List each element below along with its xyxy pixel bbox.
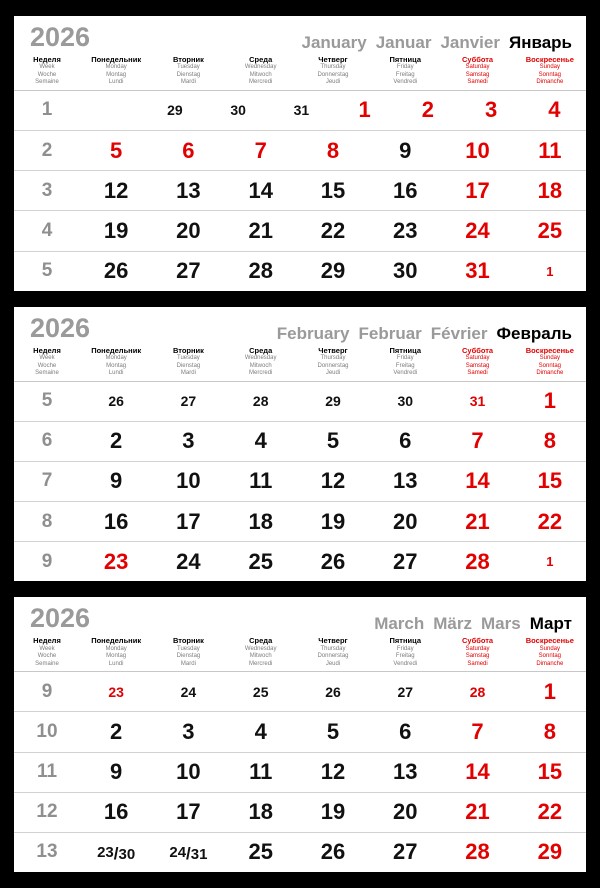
day-cell[interactable]: 29 (537, 839, 563, 865)
weekday-header-cell (514, 53, 586, 87)
day-cell[interactable]: 16 (393, 177, 418, 203)
week-number: 1 (41, 99, 53, 121)
weekday-name-sub3: Mardi (180, 370, 196, 377)
weekday-name-sub2: Freitag (395, 71, 415, 78)
weekday-name-ru: Понедельник (91, 55, 142, 64)
weekday-name-ru: Четверг (318, 636, 348, 646)
weekday-name-sub1: Monday (105, 355, 127, 362)
day-cell[interactable]: 24 (180, 683, 197, 700)
month-name-ru: Март (529, 614, 572, 634)
day-cell[interactable]: 15 (320, 177, 346, 203)
week-number: 5 (41, 390, 53, 412)
day-cell[interactable]: 4 (548, 97, 561, 123)
day-fraction (169, 845, 207, 862)
week-row (14, 672, 586, 712)
day-cell[interactable]: 25 (248, 839, 273, 865)
day-cell[interactable]: 3 (485, 97, 498, 123)
weekday-name-ru: Вторник (172, 345, 204, 355)
weekday-header-cell (14, 634, 80, 668)
day-cell[interactable]: 31 (469, 393, 486, 410)
weekday-name-sub1: Friday (396, 64, 414, 71)
weekday-name-sub3: Vendredi (393, 79, 418, 86)
day-cell[interactable]: 28 (248, 258, 273, 284)
weekday-name-ru: Понедельник (91, 636, 142, 646)
weekday-header-cell (225, 53, 297, 87)
weekday-name-sub1: Monday (105, 645, 127, 652)
weekday-name-sub3: Lundi (108, 79, 124, 86)
day-cell[interactable]: 19 (320, 799, 346, 825)
weekday-name-ru: Неделя (33, 636, 61, 646)
weekday-name-sub1: Saturday (465, 645, 490, 652)
week-number: 2 (41, 139, 53, 161)
day-cell[interactable]: 1 (543, 678, 556, 704)
weekday-name-sub3: Samedi (467, 370, 488, 377)
weekday-name-sub3: Jeudi (325, 370, 341, 377)
day-cell[interactable]: 16 (103, 508, 129, 534)
day-cell[interactable]: 23 (103, 548, 129, 574)
weekday-name-sub3: Dimanche (536, 79, 564, 86)
weekday-name-sub2: Montag (106, 653, 127, 660)
weekday-name-ru: Среда (249, 55, 273, 64)
day-cell[interactable]: 17 (176, 799, 201, 825)
weekday-header-cell (369, 344, 441, 378)
weekday-name-ru: Воскресенье (525, 55, 574, 64)
weekday-header-cell (80, 344, 152, 378)
week-number: 5 (41, 260, 53, 282)
year-label: 2026 (30, 312, 91, 343)
day-cell[interactable] (152, 839, 224, 865)
day-cell[interactable]: 7 (254, 137, 267, 163)
day-cell[interactable]: 27 (393, 839, 418, 865)
day-cell[interactable]: 19 (103, 217, 129, 243)
block-header (14, 597, 586, 634)
day-cell[interactable]: 17 (176, 508, 201, 534)
weekday-name-sub1: Tuesday (177, 355, 200, 362)
weekday-name-ru: Суббота (462, 345, 494, 355)
weeks-grid (14, 91, 586, 291)
week-number: 10 (36, 720, 58, 742)
month-name-de: Januar (375, 33, 432, 52)
day-fraction-numerator: 24 (169, 844, 187, 862)
weekday-name-sub2: Donnerstag (317, 653, 349, 660)
weekday-name-ru: Четверг (318, 345, 348, 355)
day-cell[interactable]: 20 (393, 508, 418, 534)
day-cell[interactable]: 12 (320, 468, 346, 494)
day-cell[interactable]: 14 (465, 468, 490, 494)
week-row (14, 833, 586, 872)
month-names (277, 325, 572, 342)
block-header (14, 16, 586, 53)
day-cell[interactable]: 11 (249, 759, 273, 785)
day-cell[interactable]: 6 (399, 428, 412, 454)
month-name-fr: Mars (481, 614, 521, 634)
day-cell[interactable]: 17 (465, 177, 490, 203)
day-cell[interactable]: 16 (103, 799, 129, 825)
weekday-name-sub3: Semaine (35, 79, 59, 86)
week-row (14, 382, 586, 422)
weekday-name-ru: Среда (249, 345, 273, 355)
weekday-name-sub3: Semaine (35, 660, 59, 667)
day-cell[interactable]: 21 (465, 799, 490, 825)
weekday-name-sub1: Week (39, 645, 55, 652)
day-cell[interactable]: 9 (110, 468, 123, 494)
day-cell[interactable]: 9 (110, 759, 123, 785)
day-cell[interactable]: 25 (248, 548, 273, 574)
week-number: 9 (41, 680, 53, 702)
week-number: 9 (41, 550, 53, 572)
day-cell[interactable]: 5 (326, 718, 340, 744)
weekday-name-sub2: Samstag (465, 362, 490, 369)
weekday-name-sub1: Friday (396, 355, 414, 362)
day-cell[interactable]: 10 (176, 468, 201, 494)
weekday-name-sub3: Mercredi (249, 79, 273, 86)
weekday-header-cell (514, 344, 586, 378)
weekday-header-cell (225, 344, 297, 378)
week-number: 7 (41, 470, 53, 492)
weekday-name-sub1: Tuesday (177, 645, 200, 652)
day-cell[interactable]: 29 (320, 258, 346, 284)
weekday-name-sub2: Sonntag (538, 362, 561, 369)
day-cell[interactable]: 30 (393, 258, 418, 284)
month-block-february (14, 307, 586, 582)
weekday-name-sub2: Samstag (465, 71, 490, 78)
day-cell[interactable]: 8 (543, 428, 556, 454)
weekday-name-sub2: Dienstag (176, 362, 201, 369)
day-cell[interactable]: 20 (393, 799, 418, 825)
day-cell[interactable]: 27 (180, 393, 197, 410)
weekday-header-cell (80, 634, 152, 668)
weekday-name-sub3: Dimanche (536, 660, 564, 667)
day-cell[interactable]: 25 (537, 217, 563, 243)
weekday-name-ru: Четверг (318, 55, 348, 64)
weekday-header-cell (225, 634, 297, 668)
weekday-name-sub3: Mardi (180, 79, 196, 86)
day-cell[interactable]: 8 (326, 137, 340, 163)
day-cell[interactable]: 1 (546, 554, 554, 570)
day-cell[interactable]: 4 (254, 428, 267, 454)
month-block-january (14, 16, 586, 291)
week-row (14, 542, 586, 581)
day-cell[interactable]: 29 (167, 102, 183, 119)
day-cell[interactable]: 7 (471, 428, 484, 454)
week-row (14, 252, 586, 291)
weekday-header-cell (14, 53, 80, 87)
week-row (14, 422, 586, 462)
weekday-name-sub2: Montag (106, 362, 127, 369)
day-cell[interactable]: 1 (543, 388, 556, 414)
weekday-name-ru: Воскресенье (525, 636, 574, 646)
weekday-name-sub1: Thursday (320, 645, 346, 652)
week-row (14, 793, 586, 833)
day-cell[interactable]: 9 (399, 137, 412, 163)
weekday-name-sub2: Dienstag (176, 71, 201, 78)
month-name-en: January (301, 33, 367, 52)
weekday-name-ru: Неделя (33, 55, 61, 64)
weekday-name-sub1: Saturday (465, 64, 490, 71)
day-cell[interactable]: 11 (249, 468, 273, 494)
week-number: 6 (41, 430, 53, 452)
weekday-header-cell (369, 53, 441, 87)
day-fraction-slash: / (113, 844, 119, 864)
weekday-name-sub1: Wednesday (244, 645, 277, 652)
weekday-name-sub1: Tuesday (177, 64, 200, 71)
week-row (14, 131, 586, 171)
weekday-name-ru: Неделя (33, 345, 61, 355)
day-cell[interactable]: 27 (397, 683, 414, 700)
weekday-name-sub1: Sunday (539, 645, 560, 652)
week-row (14, 91, 586, 131)
day-cell[interactable]: 30 (397, 393, 414, 410)
weekday-name-sub1: Week (39, 355, 55, 362)
weekday-name-ru: Понедельник (91, 345, 142, 355)
weekday-name-ru: Суббота (462, 55, 494, 64)
weekday-header-row (14, 344, 586, 382)
weekday-header-cell (369, 634, 441, 668)
week-row (14, 753, 586, 793)
day-fraction (97, 845, 135, 862)
weekday-name-sub1: Saturday (465, 355, 490, 362)
day-cell[interactable]: 2 (110, 718, 123, 744)
weekday-name-sub3: Lundi (108, 370, 124, 377)
weekday-name-ru: Пятница (389, 55, 421, 64)
weekday-name-sub3: Samedi (467, 79, 488, 86)
month-name-fr: Février (430, 323, 488, 343)
day-fraction-denominator: 30 (118, 846, 136, 864)
week-number: 3 (41, 179, 53, 201)
day-cell[interactable]: 28 (252, 393, 269, 410)
day-cell[interactable]: 13 (176, 177, 201, 203)
day-cell[interactable]: 6 (182, 137, 195, 163)
weekday-name-ru: Вторник (172, 636, 204, 646)
weekday-name-sub2: Donnerstag (317, 71, 349, 78)
weekday-header-row (14, 53, 586, 91)
day-cell[interactable]: 10 (465, 137, 490, 163)
day-cell[interactable]: 23 (393, 217, 418, 243)
weekday-name-sub2: Woche (37, 653, 57, 660)
month-block-march (14, 597, 586, 872)
day-fraction-numerator: 23 (97, 844, 114, 862)
day-cell[interactable]: 21 (465, 508, 490, 534)
day-cell[interactable]: 10 (176, 759, 201, 785)
month-names (301, 34, 572, 51)
day-cell[interactable]: 12 (320, 759, 346, 785)
weekday-name-sub1: Wednesday (244, 64, 277, 71)
weekday-name-sub3: Samedi (467, 660, 488, 667)
day-cell[interactable]: 2 (110, 428, 123, 454)
weekday-header-cell (152, 53, 224, 87)
weekday-name-sub3: Jeudi (325, 660, 341, 667)
weekday-name-sub2: Mitwoch (249, 71, 272, 78)
day-cell[interactable]: 26 (320, 548, 346, 574)
day-cell[interactable]: 22 (537, 508, 563, 534)
day-cell[interactable]: 8 (543, 718, 556, 744)
day-cell[interactable]: 18 (248, 508, 273, 534)
day-cell[interactable]: 13 (393, 759, 418, 785)
weekday-header-cell (297, 634, 369, 668)
weekday-name-sub1: Sunday (539, 64, 560, 71)
month-name-en: February (276, 323, 350, 343)
day-cell[interactable]: 7 (471, 718, 484, 744)
weekday-header-cell (441, 344, 513, 378)
weekday-name-sub1: Thursday (320, 355, 346, 362)
weekday-name-sub2: Montag (106, 71, 127, 78)
weekday-name-sub3: Mardi (180, 660, 196, 667)
week-row (14, 712, 586, 752)
weekday-header-cell (514, 634, 586, 668)
weekday-name-sub3: Dimanche (536, 370, 564, 377)
day-cell[interactable]: 4 (254, 718, 267, 744)
weekday-name-sub2: Donnerstag (317, 362, 349, 369)
day-cell[interactable]: 27 (176, 258, 201, 284)
weekday-header-cell (441, 634, 513, 668)
day-cell[interactable]: 1 (546, 263, 554, 279)
weekday-name-sub3: Vendredi (393, 370, 418, 377)
day-cell[interactable]: 30 (230, 102, 246, 119)
weekday-name-sub1: Sunday (539, 355, 560, 362)
day-cell[interactable]: 22 (537, 799, 563, 825)
day-cell[interactable]: 31 (465, 258, 490, 284)
day-cell[interactable]: 18 (537, 177, 563, 203)
weekday-name-sub3: Lundi (108, 660, 124, 667)
day-cell[interactable]: 28 (465, 839, 490, 865)
day-cell[interactable]: 15 (537, 759, 563, 785)
day-cell[interactable]: 2 (421, 97, 434, 123)
day-cell[interactable]: 18 (248, 799, 273, 825)
weekday-name-sub1: Monday (105, 64, 127, 71)
weekday-name-ru: Пятница (389, 636, 421, 646)
day-cell[interactable]: 14 (248, 177, 273, 203)
weekday-header-row (14, 634, 586, 672)
weekday-name-sub3: Jeudi (325, 79, 341, 86)
month-name-en: March (374, 614, 425, 634)
weekday-name-sub2: Freitag (395, 362, 415, 369)
month-name-fr: Janvier (440, 33, 500, 52)
month-names (374, 615, 572, 632)
day-cell[interactable]: 5 (110, 137, 123, 163)
day-fraction-slash: / (186, 844, 191, 864)
weekday-header-cell (297, 344, 369, 378)
weekday-name-ru: Пятница (389, 345, 421, 355)
day-cell[interactable]: 24 (465, 217, 490, 243)
year-label: 2026 (30, 22, 91, 52)
week-number: 4 (41, 219, 53, 241)
weekday-name-sub2: Sonntag (538, 71, 561, 78)
weekday-header-cell (80, 53, 152, 87)
day-cell[interactable]: 26 (320, 839, 346, 865)
weekday-header-cell (297, 53, 369, 87)
weekday-name-sub2: Woche (37, 71, 57, 78)
day-cell[interactable]: 21 (248, 217, 273, 243)
day-cell[interactable]: 14 (465, 759, 490, 785)
day-cell[interactable]: 29 (325, 393, 341, 410)
month-name-de: Februar (358, 323, 422, 343)
day-cell[interactable]: 26 (325, 683, 341, 700)
weekday-name-sub2: Freitag (395, 653, 415, 660)
weeks-grid (14, 382, 586, 582)
month-name-de: März (433, 614, 472, 634)
day-cell[interactable]: 24 (176, 548, 201, 574)
day-cell[interactable]: 28 (465, 548, 490, 574)
day-cell[interactable]: 22 (320, 217, 346, 243)
day-cell[interactable]: 12 (103, 177, 129, 203)
week-number: 11 (36, 761, 58, 783)
weekday-name-sub3: Mercredi (249, 660, 273, 667)
weekday-name-sub2: Woche (37, 362, 57, 369)
weekday-name-sub3: Semaine (35, 370, 59, 377)
day-cell[interactable]: 11 (538, 137, 562, 163)
weekday-name-sub2: Mitwoch (249, 653, 272, 660)
weekday-name-sub1: Week (39, 64, 55, 71)
day-cell[interactable]: 23 (108, 683, 124, 700)
weekday-name-ru: Воскресенье (525, 345, 574, 355)
day-cell[interactable]: 25 (252, 683, 269, 700)
weekday-header-cell (441, 53, 513, 87)
weekday-header-cell (14, 344, 80, 378)
week-number: 12 (36, 801, 58, 823)
day-cell[interactable]: 1 (358, 97, 371, 123)
day-cell[interactable]: 31 (293, 102, 310, 119)
week-row (14, 211, 586, 251)
month-name-ru: Февраль (496, 323, 572, 343)
day-cell[interactable]: 19 (320, 508, 346, 534)
day-cell[interactable]: 3 (182, 718, 195, 744)
weekday-name-ru: Среда (249, 636, 273, 646)
day-cell[interactable]: 20 (176, 217, 201, 243)
week-number: 13 (36, 841, 58, 863)
weeks-grid (14, 672, 586, 872)
week-row (14, 502, 586, 542)
weekday-header-cell (152, 634, 224, 668)
week-number: 8 (41, 510, 53, 532)
year-label: 2026 (30, 603, 91, 634)
day-fraction-denominator: 31 (190, 846, 208, 864)
day-cell[interactable]: 5 (326, 428, 340, 454)
weekday-name-sub3: Vendredi (393, 660, 418, 667)
weekday-name-sub1: Thursday (320, 64, 346, 71)
weekday-name-sub2: Mitwoch (249, 362, 272, 369)
weekday-name-sub3: Mercredi (249, 370, 273, 377)
weekday-name-sub1: Wednesday (244, 355, 277, 362)
weekday-name-sub1: Friday (396, 645, 414, 652)
day-cell[interactable]: 26 (103, 258, 129, 284)
day-cell[interactable]: 28 (469, 683, 486, 700)
day-cell[interactable]: 6 (399, 718, 412, 744)
weekday-name-sub2: Dienstag (176, 653, 201, 660)
weekday-header-cell (152, 344, 224, 378)
week-row (14, 171, 586, 211)
weekday-name-sub2: Samstag (465, 653, 490, 660)
day-cell[interactable]: 13 (393, 468, 418, 494)
month-name-ru: Январь (508, 33, 572, 52)
day-cell[interactable]: 27 (393, 548, 418, 574)
weekday-name-sub2: Sonntag (538, 653, 561, 660)
weekday-name-ru: Вторник (172, 55, 204, 64)
day-cell[interactable]: 3 (182, 428, 195, 454)
block-header (14, 307, 586, 344)
week-row (14, 462, 586, 502)
day-cell[interactable]: 15 (537, 468, 563, 494)
weekday-name-ru: Суббота (462, 636, 494, 646)
day-cell[interactable]: 26 (108, 393, 124, 410)
day-cell[interactable] (80, 839, 152, 865)
